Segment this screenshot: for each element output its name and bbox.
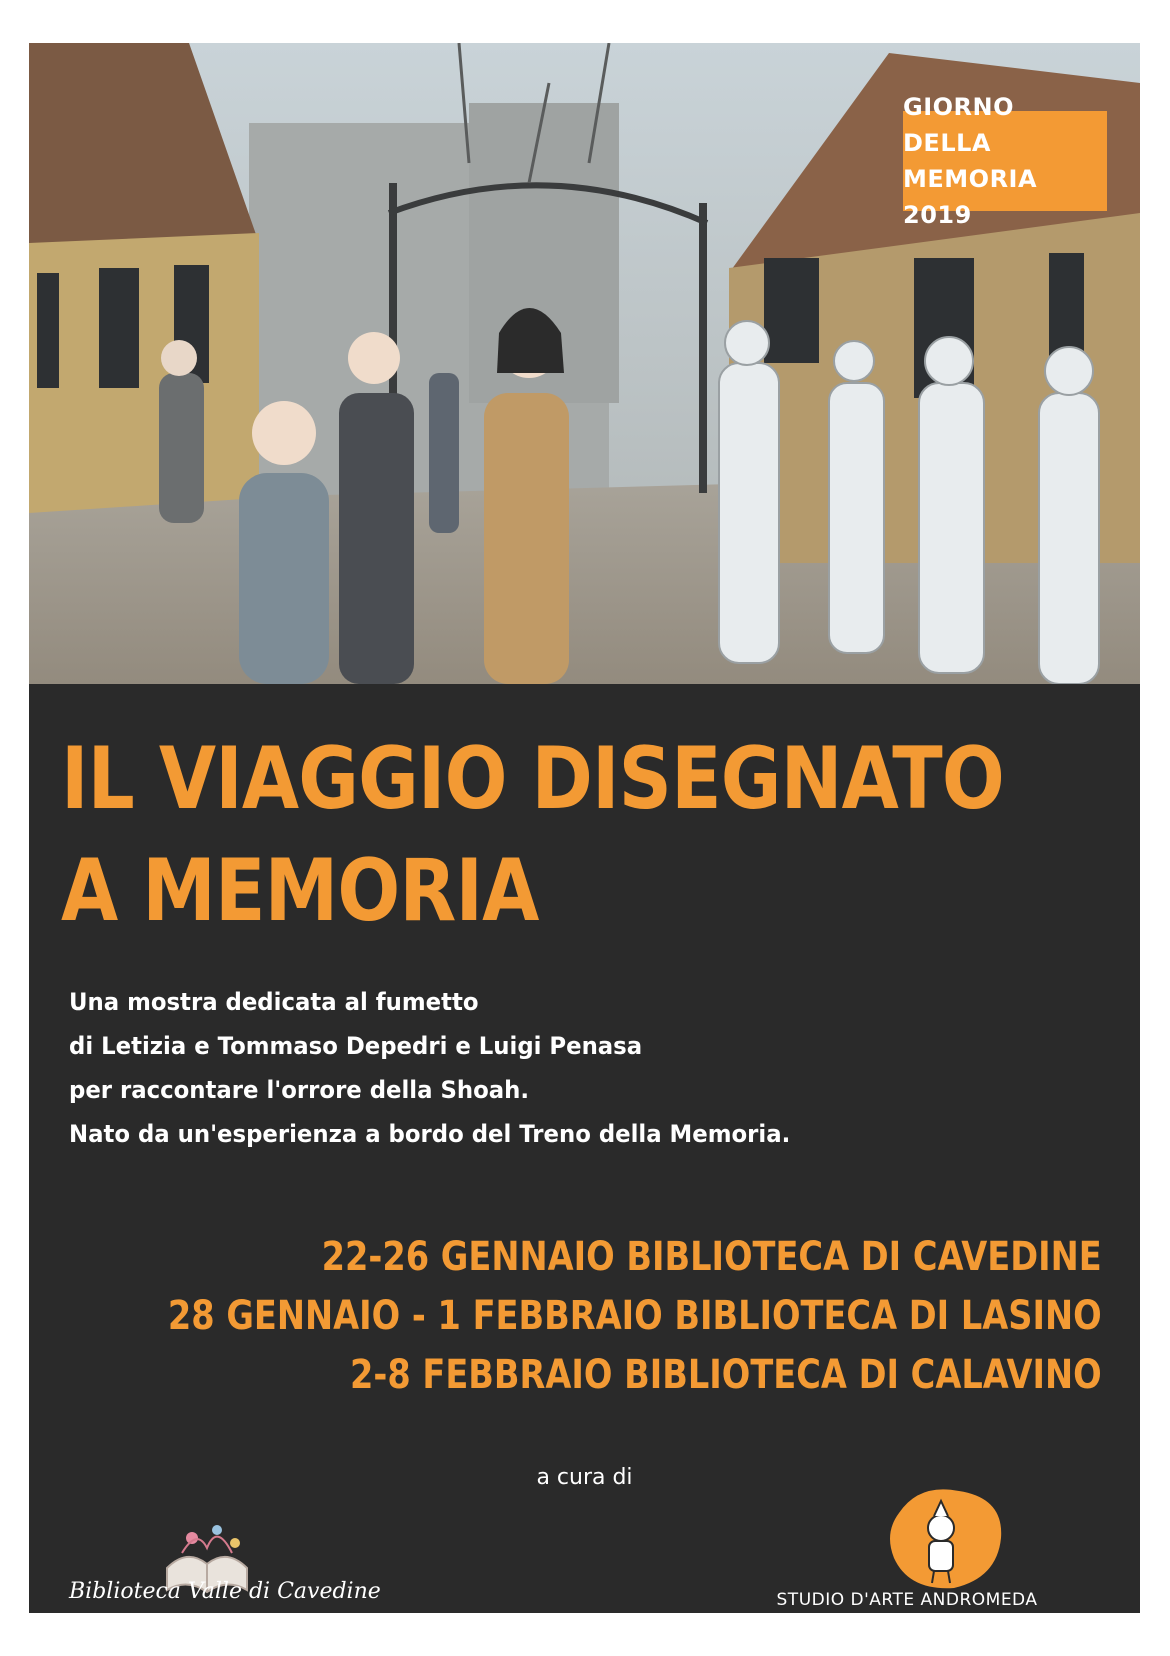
date-venue-cavedine: 22-26 GENNAIO BIBLIOTECA DI CAVEDINE (321, 1234, 1102, 1280)
curated-by-label: a cura di (536, 1465, 633, 1490)
badge-line-1: GIORNO DELLA (903, 93, 1014, 157)
exhibition-description (69, 980, 790, 1156)
studio-logo-text: STUDIO D'ARTE ANDROMEDA (776, 1590, 1038, 1610)
description-line: di Letizia e Tommaso Depedri e Luigi Penasa (69, 1032, 643, 1060)
badge-line-2: MEMORIA 2019 (903, 165, 1038, 229)
date-venue-calavino: 2-8 FEBBRAIO BIBLIOTECA DI CALAVINO (350, 1352, 1102, 1398)
description-line: Nato da un'esperienza a bordo del Treno della Memoria. (69, 1120, 791, 1148)
poster-title (61, 723, 1004, 947)
description-line: per raccontare l'orrore della Shoah. (69, 1076, 530, 1104)
library-logo-text: Biblioteca Valle di Cavedine (69, 1579, 381, 1604)
exhibition-dates (168, 1228, 1102, 1405)
description-line: Una mostra dedicata al fumetto (69, 988, 479, 1016)
title-line-2: A MEMORIA (61, 841, 539, 941)
studio-logo-icon (879, 1483, 1009, 1593)
event-badge (903, 93, 1107, 229)
date-venue-lasino: 28 GENNAIO - 1 FEBBRAIO BIBLIOTECA DI LASINO (168, 1293, 1102, 1339)
poster (29, 43, 1140, 1613)
title-line-1: IL VIAGGIO DISEGNATO (61, 729, 1004, 829)
